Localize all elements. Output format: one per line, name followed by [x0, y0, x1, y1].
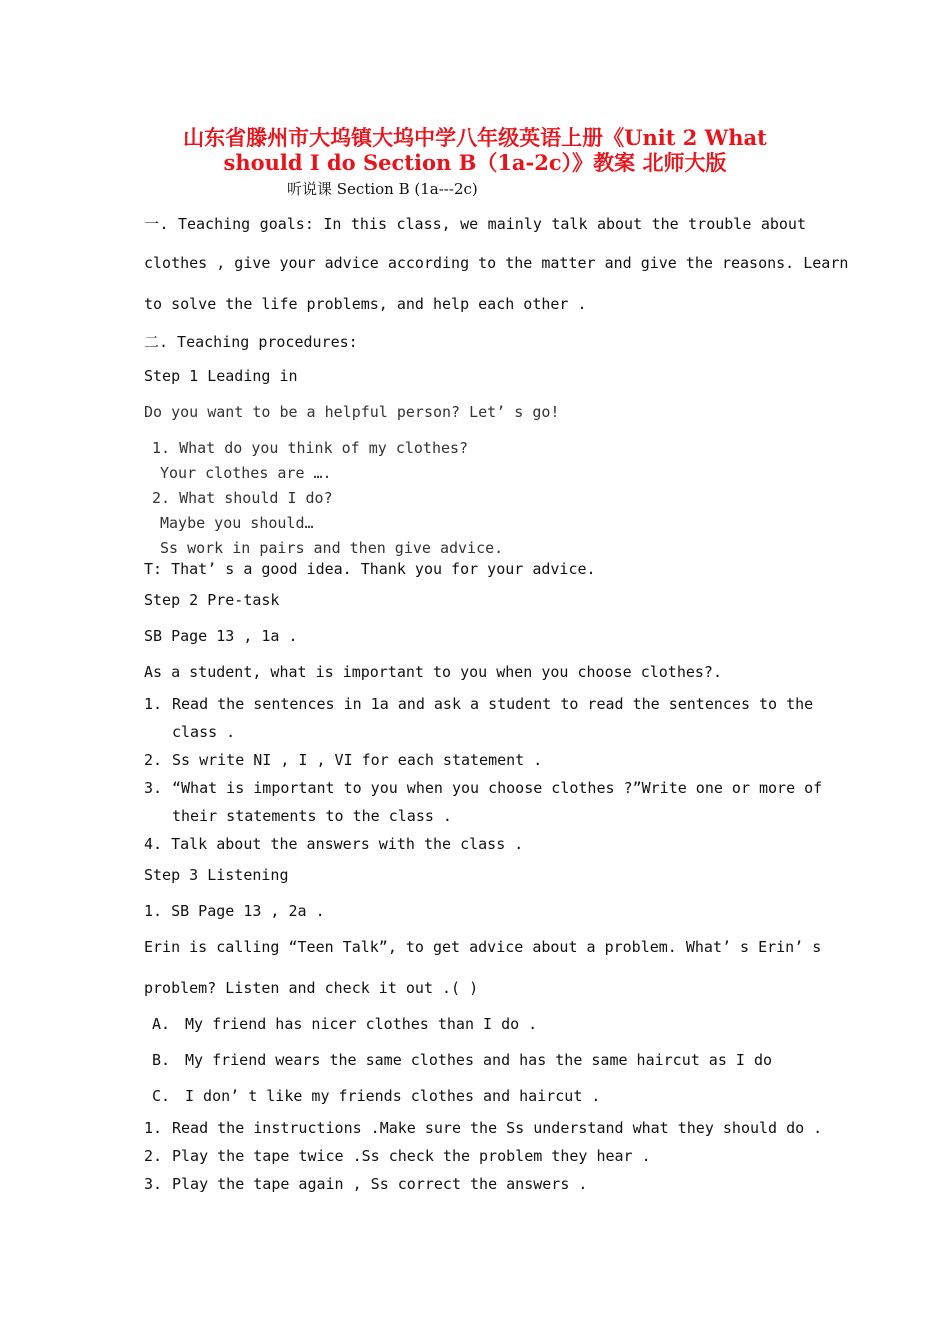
option-c-text: I don’ t like my friends clothes and haircut .: [185, 1087, 601, 1105]
step1-answer-2: Maybe you should…: [160, 514, 314, 532]
step2-item-3-line-1: “What is important to you when you choose clothes ?”Write one or more of: [172, 779, 823, 797]
step2-item-2-line-1: Ss write NI , I , VI for each statement .: [172, 751, 543, 769]
teaching-goals-line-1: 一. Teaching goals: In this class, we mainly talk about the trouble about: [144, 215, 806, 233]
step1-pair-work: Ss work in pairs and then give advice.: [160, 539, 504, 557]
step3-task-2-number: 2.: [144, 1147, 163, 1165]
document-title-line-2: should I do Section B（1a-2c）》教案 北师大版: [223, 150, 727, 175]
step2-item-3-number: 3.: [144, 779, 163, 797]
step2-item-4: 4. Talk about the answers with the class .: [144, 835, 524, 853]
step2-item-1-line-1: Read the sentences in 1a and ask a student to read the sentences to the: [172, 695, 814, 713]
step1-heading: Step 1 Leading in: [144, 367, 298, 385]
option-b-text: My friend wears the same clothes and has the same haircut as I do: [185, 1051, 772, 1069]
step2-question: As a student, what is important to you when you choose clothes?.: [144, 663, 722, 681]
step3-task-1-text: Read the instructions .Make sure the Ss understand what they should do .: [172, 1119, 823, 1137]
step1-answer-1: Your clothes are ….: [160, 464, 332, 482]
document-subtitle: 听说课 Section B (1a---2c): [287, 180, 478, 198]
option-a-label: A.: [152, 1015, 171, 1033]
step3-task-1-number: 1.: [144, 1119, 163, 1137]
procedures-heading: 二. Teaching procedures:: [144, 333, 358, 351]
step2-item-2-number: 2.: [144, 751, 163, 769]
step3-task-2-text: Play the tape twice .Ss check the problem they hear .: [172, 1147, 651, 1165]
option-a-text: My friend has nicer clothes than I do .: [185, 1015, 538, 1033]
step2-item-1-number: 1.: [144, 695, 163, 713]
step3-task-3-number: 3.: [144, 1175, 163, 1193]
step3-erin-line-2: problem? Listen and check it out .( ): [144, 979, 479, 997]
step1-question-1: 1. What do you think of my clothes?: [152, 439, 469, 457]
option-c-label: C.: [152, 1087, 171, 1105]
document-title-line-1: 山东省滕州市大坞镇大坞中学八年级英语上册《Unit 2 What: [183, 125, 767, 150]
step1-intro: Do you want to be a helpful person? Let’ s go!: [144, 403, 560, 421]
step2-item-3-line-2: their statements to the class .: [172, 807, 452, 825]
teaching-goals-line-3: to solve the life problems, and help each other .: [144, 295, 587, 313]
option-b-label: B.: [152, 1051, 171, 1069]
step1-question-2: 2. What should I do?: [152, 489, 333, 507]
step3-page-ref: 1. SB Page 13 , 2a .: [144, 902, 325, 920]
step3-erin-line-1: Erin is calling “Teen Talk”, to get advice about a problem. What’ s Erin’ s: [144, 938, 822, 956]
teaching-goals-line-2: clothes , give your advice according to the matter and give the reasons. Learn: [144, 254, 849, 272]
step3-heading: Step 3 Listening: [144, 866, 289, 884]
step1-teacher-line: T: That’ s a good idea. Thank you for your advice.: [144, 560, 596, 578]
step2-heading: Step 2 Pre-task: [144, 591, 280, 609]
step2-page-ref: SB Page 13 , 1a .: [144, 627, 298, 645]
step2-item-1-line-2: class .: [172, 723, 236, 741]
step3-task-3-text: Play the tape again , Ss correct the answers .: [172, 1175, 588, 1193]
